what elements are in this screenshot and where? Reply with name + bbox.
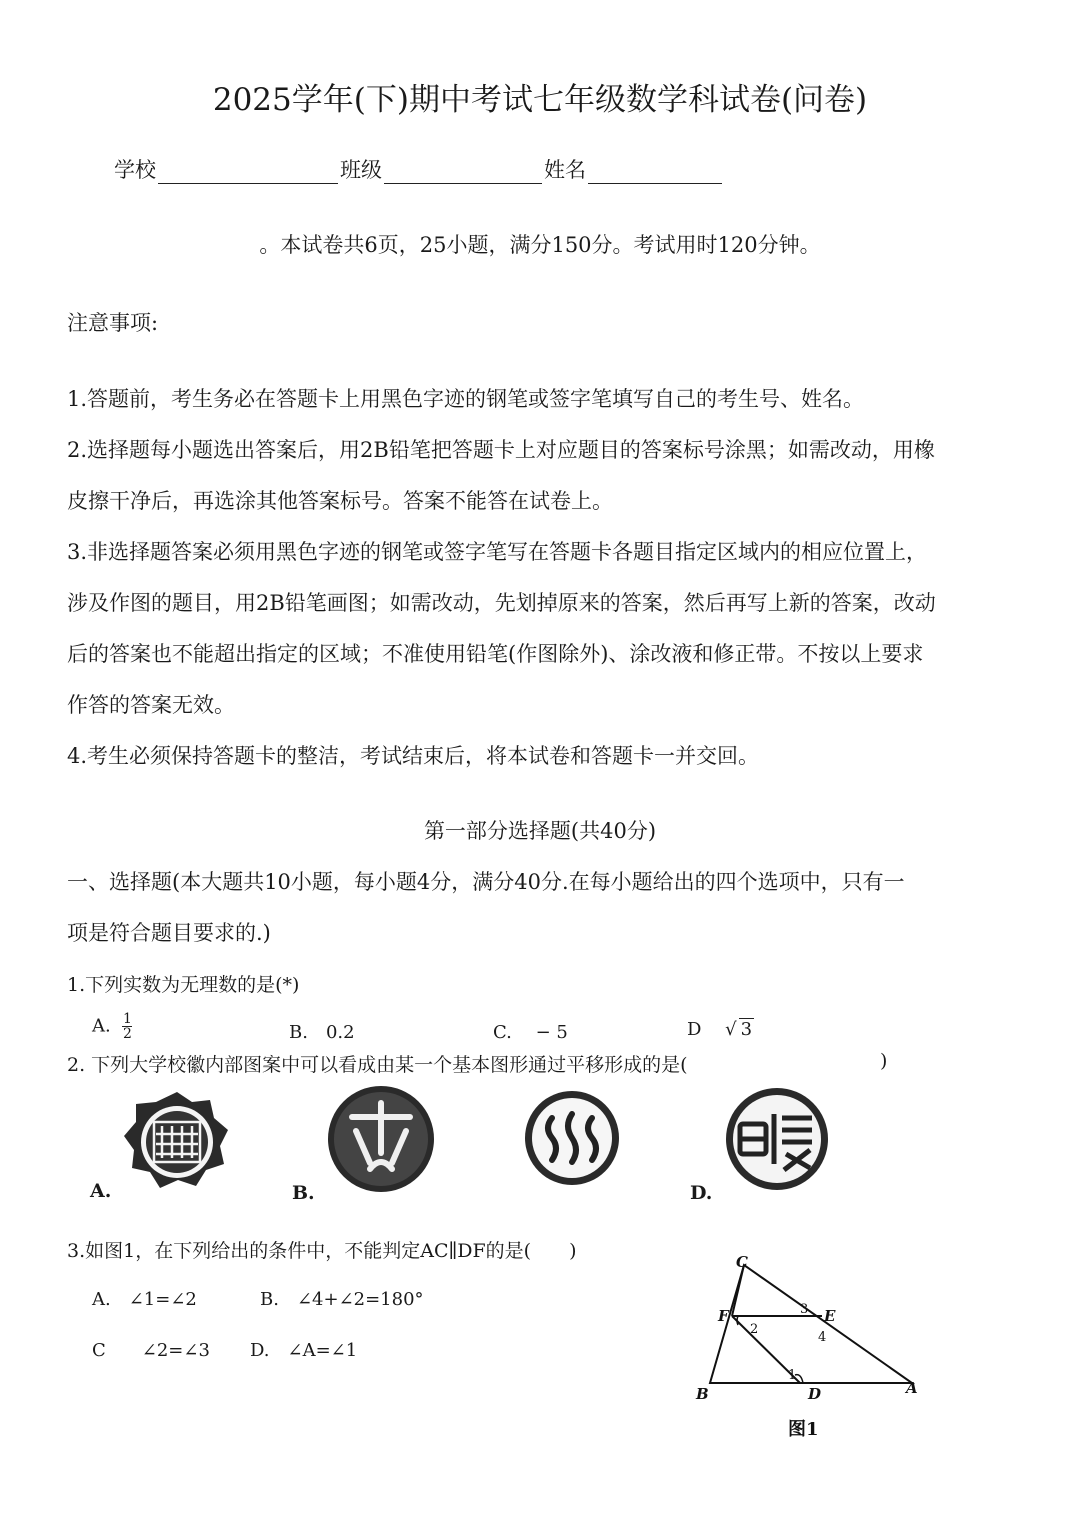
q3-option-a[interactable]: A. ∠1=∠2: [92, 1289, 197, 1310]
class-blank[interactable]: [384, 161, 542, 184]
fraction-numerator: 1: [123, 1011, 132, 1027]
school-label: 学校: [114, 158, 156, 182]
badge-c-emblem-icon[interactable]: [522, 1088, 622, 1188]
badge-a-label: A.: [90, 1180, 112, 1202]
section-title: 第一部分选择题(共40分): [423, 819, 657, 843]
school-blank[interactable]: [158, 161, 338, 184]
angle-4-label: 4: [818, 1330, 827, 1345]
angle-1-label: 1: [788, 1368, 797, 1383]
point-d: D: [808, 1385, 822, 1403]
q3-option-c[interactable]: C ∠2=∠3: [92, 1340, 210, 1361]
point-c: C: [736, 1253, 748, 1271]
badge-d-label: D.: [690, 1182, 713, 1204]
badge-b-label: B.: [292, 1182, 315, 1204]
point-b: B: [696, 1385, 709, 1403]
q3-stem: 3.如图1，在下列给出的条件中，不能判定AC∥DF的是( ): [67, 1240, 577, 1262]
notice-line-3: 皮擦干净后，再选涂其他答案标号。答案不能答在试卷上。: [67, 489, 613, 513]
class-label: 班级: [340, 158, 382, 182]
section-desc-line-2: 项是符合题目要求的.): [67, 921, 271, 945]
sqrt-radicand: 3: [740, 1019, 753, 1040]
fraction-one-half: [122, 1012, 132, 1041]
q1-option-c[interactable]: C. − 5: [493, 1022, 568, 1043]
q1-option-d[interactable]: D √ 3: [687, 1019, 753, 1040]
q1-option-d-label: D: [687, 1019, 702, 1040]
q2-stem: 2. 下列大学校徽内部图案中可以看成由某一个基本图形通过平移形成的是(: [67, 1054, 688, 1076]
name-label: 姓名: [544, 158, 586, 182]
figure-1-caption: 图1: [788, 1419, 819, 1440]
q1-stem: 1.下列实数为无理数的是(*): [67, 974, 300, 996]
point-f: F: [718, 1307, 729, 1325]
notice-line-4: 3.非选择题答案必须用黑色字迹的钢笔或签字笔写在答题卡各题目指定区域内的相应位置上，: [67, 540, 928, 564]
q3-option-d[interactable]: D. ∠A=∠1: [250, 1340, 358, 1361]
angle-3-label: 3: [800, 1302, 809, 1317]
q3-option-b[interactable]: B. ∠4+∠2=180°: [260, 1289, 424, 1310]
figure-1-triangle-diagram: [690, 1245, 930, 1445]
name-blank[interactable]: [588, 161, 722, 184]
notice-line-7: 作答的答案无效。: [67, 693, 235, 717]
point-a: A: [906, 1379, 918, 1397]
notice-line-5: 涉及作图的题目，用2B铅笔画图；如需改动，先划掉原来的答案，然后再写上新的答案，改动: [67, 591, 936, 615]
badge-b-emblem-icon[interactable]: [326, 1083, 436, 1195]
page-title: 2025学年(下)期中考试七年级数学科试卷(问卷): [212, 82, 868, 118]
student-info-row: [114, 154, 724, 184]
q1-option-a-label: A.: [92, 1015, 111, 1037]
q1-option-b[interactable]: B. 0.2: [289, 1022, 355, 1043]
notice-line-8: 4.考生必须保持答题卡的整洁，考试结束后，将本试卷和答题卡一并交回。: [67, 744, 760, 768]
point-e: E: [824, 1307, 836, 1325]
exam-summary: 。本试卷共6页，25小题，满分150分。考试用时120分钟。: [259, 233, 821, 257]
notice-line-1: 1.答题前，考生务必在答题卡上用黑色字迹的钢笔或签字笔填写自己的考生号、姓名。: [67, 387, 865, 411]
badge-d-emblem-icon[interactable]: [724, 1084, 830, 1194]
fraction-denominator: 2: [123, 1026, 132, 1042]
q1-option-a[interactable]: [92, 1012, 132, 1041]
section-desc-line-1: 一、选择题(本大题共10小题，每小题4分，满分40分.在每小题给出的四个选项中，只有一: [67, 870, 905, 894]
notice-line-6: 后的答案也不能超出指定的区域；不准使用铅笔(作图除外)、涂改液和修正带。不按以上要求: [67, 642, 924, 666]
notice-heading: 注意事项:: [67, 311, 159, 335]
q2-close-paren: ): [880, 1050, 888, 1072]
badge-a-emblem-icon[interactable]: [120, 1088, 234, 1196]
notice-line-2: 2.选择题每小题选出答案后，用2B铅笔把答题卡上对应题目的答案标号涂黑；如需改动，用橡: [67, 438, 935, 462]
angle-2-label: 2: [750, 1322, 759, 1337]
